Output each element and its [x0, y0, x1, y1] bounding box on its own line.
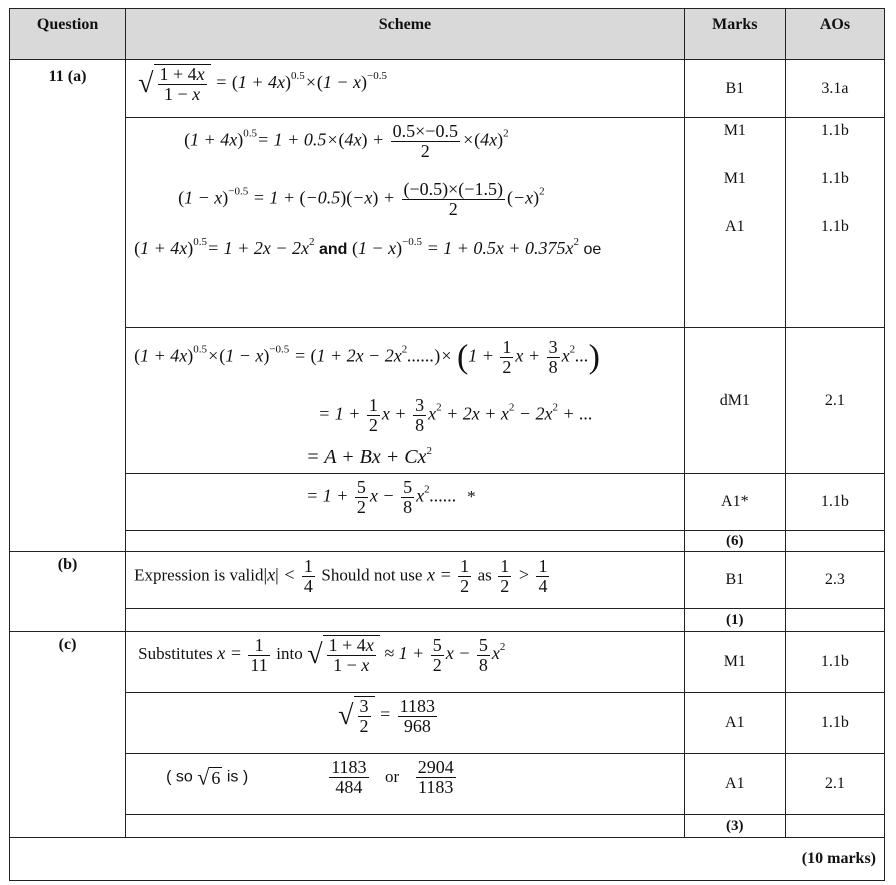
scheme-cell: [126, 632, 685, 693]
scheme-cell: [126, 754, 685, 815]
table-row: [10, 328, 885, 474]
table-row: [10, 60, 885, 118]
footer-row: [10, 838, 885, 881]
so-text: ( so: [166, 768, 193, 786]
ao-cell: 1.1b: [785, 693, 884, 754]
table-row: [10, 754, 885, 815]
marks-cell: [684, 118, 785, 328]
validity-statement: Expression is valid|x| < $\frac{1}{4}$ Should not use x = $\frac{1}{2}$ as $\frac{1}{2}$ > $\frac{1}{4}$: [134, 556, 548, 596]
scheme-cell: [126, 118, 685, 328]
binomial-expansion-1: $(1 + 4x)^{0.5}= 1 + 0.5\times(4x)$ + $\frac{0.5\times-0.5}{2}$ $\times(4x)^2$: [184, 121, 509, 161]
marks-cell: dM1: [684, 328, 785, 474]
scheme-cell: [126, 60, 685, 118]
or-text: or: [385, 766, 400, 786]
marks-cell: M1: [684, 632, 785, 693]
table-row: [10, 632, 885, 693]
expression-rewrite: √ $\frac{1 + 4x}{1 - x}$ = $(1 + 4x)^{0.5}\times(1 - x)^{-0.5}$: [138, 64, 387, 104]
header-row: [10, 9, 885, 60]
mark-scheme-table: [9, 8, 885, 881]
mark-m1: M1: [723, 122, 746, 139]
scheme-cell: [126, 474, 685, 531]
table-row: [10, 118, 885, 328]
ao-cell: 2.1: [785, 754, 884, 815]
mark-a1: A1: [725, 218, 745, 235]
part-total-b: (1): [684, 609, 785, 632]
marks-cell: A1*: [684, 474, 785, 531]
is-text: is ): [226, 768, 249, 786]
scheme-cell: [126, 693, 685, 754]
header-scheme: Scheme: [126, 9, 685, 60]
ao-value: 1.1b: [820, 122, 849, 139]
question-label-c: (c): [10, 632, 126, 838]
table-row: [10, 815, 885, 838]
star-text: *: [467, 486, 476, 506]
as-text: as: [477, 565, 492, 585]
ao-cell: 2.1: [785, 328, 884, 474]
table-row: [10, 531, 885, 552]
product-line: $(1 + 4x)^{0.5}\times(1 - x)^{-0.5} = (1 + 2x - 2x^2......)\times (1$ + $\frac{1}{2}$ x + $\frac{3}{8}$ $x^2$...): [134, 337, 600, 377]
into-text: into: [276, 644, 303, 664]
substitutes-text: Substitutes: [138, 644, 213, 664]
question-label-b: (b): [10, 552, 126, 632]
general-form: = $A + Bx + Cx^2$: [306, 445, 432, 468]
substitution-line: Substitutes x = $\frac{1}{11}$ into √ $\frac{1 + 4x}{1 - x}$ ≈ 1 + $\frac{5}{2}$ x − $\frac{5}{8}$ $x^2$: [138, 634, 506, 675]
should-not-text: Should not use: [321, 565, 423, 585]
ao-cell: 1.1b: [785, 632, 884, 693]
final-expansion: = 1 + $\frac{5}{2}$ x − $\frac{5}{8}$ $x^2$...... *: [306, 477, 476, 517]
ao-cell: 3.1a: [785, 60, 884, 118]
marks-cell: A1: [684, 693, 785, 754]
question-label-a: 11 (a): [10, 60, 126, 552]
binomial-results: $(1 + 4x)^{0.5}= 1 + 2x - 2x^2$ and $(1 - x)^{-0.5} = 1 + 0.5x + 0.375x^2$ oe: [134, 236, 602, 258]
binomial-expansion-2: $(1 - x)^{-0.5} = 1 + (-0.5)(-x)$ + $\frac{(-0.5)\times(-1.5)}{2}$ $(-x)^2$: [178, 179, 545, 219]
part-total-a: (6): [684, 531, 785, 552]
ao-cell: 2.3: [785, 552, 884, 609]
root-six-approximation: ( so √ 6 is ) $\frac{1183}{484}$ or $\frac{2904}{1183}$: [166, 757, 454, 797]
header-question: Question: [10, 9, 126, 60]
valid-text: Expression is valid: [134, 565, 264, 585]
oe-text: oe: [583, 241, 602, 258]
table-row: [10, 474, 885, 531]
table-row: [10, 609, 885, 632]
header-aos: AOs: [785, 9, 884, 60]
table-row: [10, 693, 885, 754]
marks-cell: A1: [684, 754, 785, 815]
ao-value: 1.1b: [820, 218, 849, 235]
ao-cell: [785, 118, 884, 328]
and-text: and: [318, 241, 348, 258]
scheme-cell: [126, 328, 685, 474]
ao-cell: 1.1b: [785, 474, 884, 531]
product-expanded: = 1 + $\frac{1}{2}$ x + $\frac{3}{8}$ $x^2 + 2x + x^2 - 2x^2$ + ...: [318, 395, 593, 435]
mark-m1: M1: [723, 170, 746, 187]
part-total-c: (3): [684, 815, 785, 838]
header-marks: Marks: [684, 9, 785, 60]
ao-value: 1.1b: [820, 170, 849, 187]
marks-cell: B1: [684, 552, 785, 609]
total-marks: (10 marks): [10, 838, 885, 881]
table-row: [10, 552, 885, 609]
marks-cell: B1: [684, 60, 785, 118]
root-three-halves: √ $\frac{3}{2}$ = $\frac{1183}{968}$: [338, 695, 435, 736]
scheme-cell: [126, 552, 685, 609]
